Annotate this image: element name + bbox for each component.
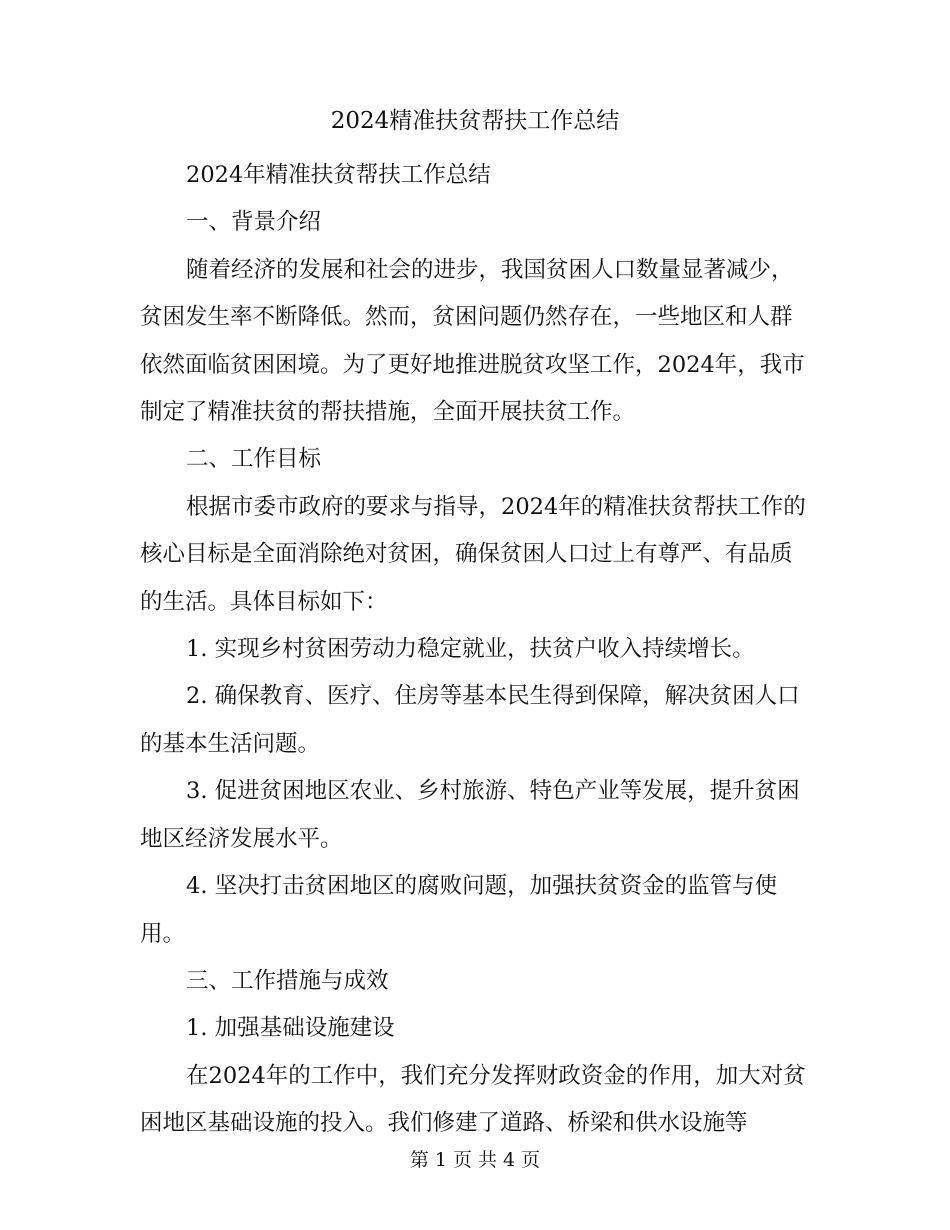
background-paragraph: 随着经济的发展和社会的进步，我国贫困人口数量显著减少，贫困发生率不断降低。然而，贫困问题仍然存在，一些地区和人群依然面临贫困困境。为了更好地推进脱贫攻坚工作，2024年，我市制定了精准扶贫的帮扶措施，全面开展扶贫工作。 xyxy=(140,256,805,426)
goal-item-2: 2. 确保教育、医疗、住房等基本民生得到保障，解决贫困人口的基本生活问题。 xyxy=(140,683,800,757)
goals-intro-paragraph: 根据市委市政府的要求与指导，2024年的精准扶贫帮扶工作的核心目标是全面消除绝对贫困，确保贫困人口过上有尊严、有品质的生活。具体目标如下： xyxy=(140,493,806,615)
document-body xyxy=(140,152,812,1148)
measure-paragraph-1: 在2024年的工作中，我们充分发挥财政资金的作用，加大对贫困地区基础设施的投入。我们修建了道路、桥梁和供水设施等 xyxy=(140,1062,806,1137)
measure-heading-1: 1. 加强基础设施建设 xyxy=(186,1015,395,1042)
section-heading-background: 一、背景介绍 xyxy=(186,209,322,236)
section-heading-measures: 三、工作措施与成效 xyxy=(186,967,389,994)
page-footer: 第 1 页 共 4 页 xyxy=(409,1149,541,1171)
document-title: 2024精准扶贫帮扶工作总结 xyxy=(330,108,620,134)
section-heading-goals: 二、工作目标 xyxy=(186,446,322,473)
subtitle-paragraph: 2024年精准扶贫帮扶工作总结 xyxy=(186,162,491,188)
goal-item-1: 1. 实现乡村贫困劳动力稳定就业，扶贫户收入持续增长。 xyxy=(186,636,755,663)
goal-item-3: 3. 促进贫困地区农业、乡村旅游、特色产业等发展，提升贫困地区经济发展水平。 xyxy=(140,778,800,852)
goal-item-4: 4. 坚决打击贫困地区的腐败问题，加强扶贫资金的监管与使用。 xyxy=(140,873,778,947)
